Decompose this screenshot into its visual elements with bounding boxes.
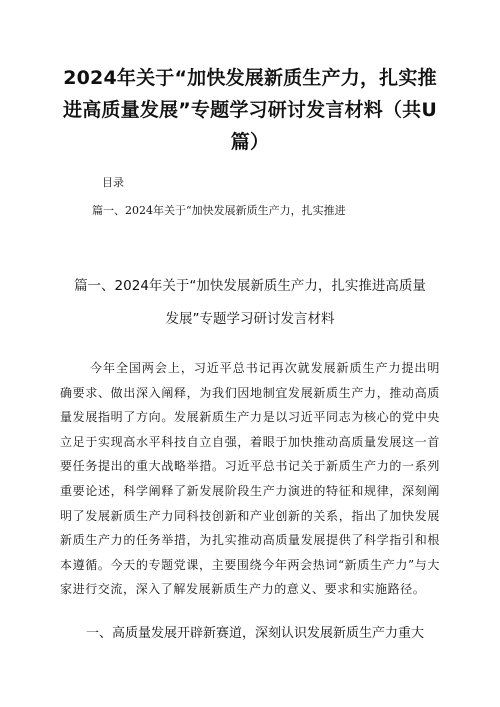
- sub-heading: 一、高质量发展开辟新赛道，深刻认识发展新质生产力重大: [86, 626, 425, 641]
- toc-label: 目录: [102, 176, 124, 189]
- section-heading: 篇一、2024年关于“加快发展新质生产力，扎实推进高质量发展”专题学习研讨发言材料: [74, 278, 426, 327]
- body-paragraph: 今年全国两会上，习近平总书记再次就发展新质生产力提出明确要求、做出深入阐释，为我们因地制宜发展新质生产力，推动高质量发展指明了方向。发展新质生产力是以习近平同志为核心的党中央立足于实现高水平科技自立自强，着眼于加快推动高质量发展这一首要任务提出的重大战略举措。习近平总书记关于新质生产力的一系列重要论述，科学阐释了新发展阶段生产力演进的特征和规律，深刻阐明了发展新质生产力同科技创新和产业创新的关系，指出了加快发展新质生产力的任务举措，为扎实推动高质量发展提供了科学指引和根本遵循。今天的专题党课，主要围绕今年两会热词“新质生产力”与大家进行交流，深入了解发展新质生产力的意义、要求和实施路径。: [60, 361, 440, 597]
- document-title: 2024年关于“加快发展新质生产力，扎实推进高质量发展”专题学习研讨发言材料（共U篇）: [63, 67, 437, 153]
- toc-item[interactable]: 篇一、2024年关于“加快发展新质生产力，扎实推进: [92, 204, 346, 217]
